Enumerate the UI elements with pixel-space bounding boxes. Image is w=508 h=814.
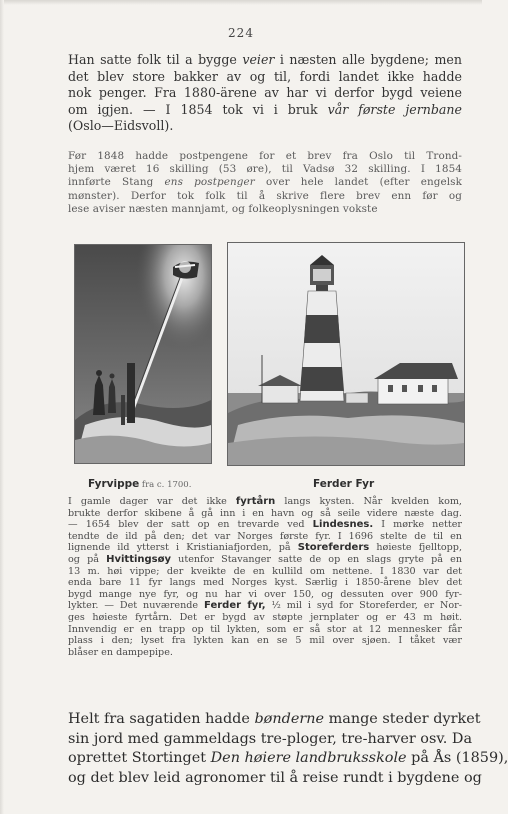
text-line	[68, 577, 462, 589]
line-text: Innvendig er en trapp op til lykten, som er så stor at 12 mennesker får	[68, 623, 462, 635]
text-line	[68, 769, 482, 789]
text-line	[68, 647, 462, 659]
text-line	[68, 531, 462, 543]
text-line	[68, 542, 462, 554]
line-text: langs kysten. Når kvelden kom,	[275, 496, 462, 507]
bold-term: fyrtårn	[235, 496, 276, 507]
text-line	[68, 69, 462, 86]
text-line	[68, 612, 462, 624]
page-edge-shadow-left	[0, 0, 4, 814]
text-line	[68, 85, 462, 102]
line-text: tendte de ild på den; det var Norges første fyr. I 1696 stelte de til en	[68, 530, 462, 542]
text-line	[68, 519, 462, 531]
line-text: mange steder dyrket	[324, 711, 481, 727]
line-text: oprettet Stortinget	[68, 750, 211, 767]
line-text: nok penger. Fra 1880-ärene av har vi derfor bygd veiene	[68, 85, 462, 101]
emphasis-text: bønderne	[254, 711, 325, 727]
caption-ferder-fyr: Ferder Fyr	[313, 478, 375, 490]
bold-term: Lindesnes.	[312, 519, 374, 531]
line-text: brukte derfor skibene å gå inn i en havn og så seile videre næste dag.	[68, 507, 462, 519]
line-text: og på	[68, 553, 107, 565]
line-text: lignende ild ytterst i Kristianiafjorden, på	[68, 542, 298, 554]
page-number: 224	[228, 26, 254, 40]
line-text: bygd mange nye fyr, og nu har vi over 150, og dessuten over 900 fyr-	[68, 588, 462, 600]
text-line	[68, 730, 473, 750]
line-text: lese aviser næsten mannjamt, og folkeoplysningen vokste	[68, 202, 378, 215]
line-text: ges høieste fyrtårn. Det er bygd av støpte jernplater og er 43 m høit.	[68, 611, 462, 623]
line-text: (Oslo—Eidsvoll).	[68, 118, 174, 134]
bold-term: Ferder fyr,	[204, 600, 266, 612]
text-line	[68, 118, 462, 135]
line-text: Før 1848 hadde postpengene for et brev fra Oslo til Trond-	[68, 150, 462, 162]
paragraph-postage	[68, 150, 462, 216]
emphasis-text: Den høiere landbruksskole	[210, 750, 407, 767]
text-line	[68, 635, 462, 647]
photo-ferder-lighthouse	[227, 242, 465, 466]
line-text: sin jord med gammeldags tre-ploger, tre-harver osv. Da	[68, 730, 473, 747]
line-text: høieste fjelltopp,	[369, 542, 462, 554]
line-text: Han satte folk til a bygge	[68, 52, 243, 67]
text-line	[68, 52, 462, 69]
caption-fyrvippe: Fyrvippe fra c. 1700.	[88, 478, 192, 490]
line-text: innførte Stang	[68, 176, 165, 189]
text-line	[68, 176, 462, 189]
line-text: utenfor Stavanger satte de op en slags gryte på en	[171, 553, 462, 565]
page-edge-shadow	[0, 0, 482, 5]
line-text: — 1654 blev der satt op en trevarde ved	[68, 519, 313, 531]
line-text: 13 m. høi vippe; der kveikte de en kullild om nettene. I 1830 var det	[68, 565, 462, 577]
emphasis-text: vår første jernbane	[327, 101, 462, 117]
emphasis-text: veier	[242, 52, 275, 67]
paragraph-farmers	[68, 710, 508, 788]
bold-term: Hvittingsøy	[106, 553, 172, 565]
text-line	[68, 710, 481, 730]
text-line	[68, 508, 462, 520]
line-text: om igjen. — I 1854 tok vi i bruk	[68, 101, 328, 117]
text-line	[68, 190, 462, 203]
text-line	[68, 496, 462, 508]
emphasis-text: ens postpenger	[164, 176, 255, 189]
line-text: i næsten alle bygdene; men	[274, 52, 462, 67]
photo-lighthouse-lever	[74, 244, 212, 464]
bold-term: Storeferders	[297, 542, 370, 554]
text-line	[68, 600, 462, 612]
line-text: I mørke netter	[373, 519, 462, 531]
line-text: hjem været 16 skilling (53 øre), til Vadsø 32 skilling. I 1854	[68, 163, 462, 176]
line-text: på Ås (1859),	[406, 750, 508, 767]
text-line	[68, 624, 462, 636]
line-text: I gamle dager var det ikke	[68, 496, 236, 507]
line-text: plass i den; lyset fra lykten kan en se 5 mil over sjøen. I tåket vær	[68, 635, 462, 647]
text-line	[68, 203, 462, 216]
line-text: Helt fra sagatiden hadde	[68, 711, 255, 727]
text-line	[68, 554, 462, 566]
paragraph-lighthouse-history	[68, 496, 462, 658]
text-line	[68, 566, 462, 578]
line-text: mønster). Derfor tok folk til å skrive flere brev enn før og	[68, 189, 462, 202]
line-text: det blev store bakker av og til, fordi landet ikke hadde	[68, 68, 462, 84]
line-text: lykter. — Det nuværende	[68, 600, 205, 612]
line-text: enda bare 11 fyr langs med Norges kyst. Særlig i 1850-årene blev det	[68, 577, 462, 589]
text-line	[68, 150, 462, 163]
paragraph-roads-railway	[68, 52, 462, 135]
text-line	[68, 749, 508, 769]
line-text: ½ mil i syd for Storeferder, er Nor-	[265, 600, 462, 612]
line-text: og det blev leid agronomer til å reise rundt i bygdene og	[68, 769, 482, 786]
text-line	[68, 163, 462, 176]
line-text: over hele landet (efter engelsk	[254, 176, 462, 189]
line-text: blåser en dampepipe.	[68, 646, 173, 658]
text-line	[68, 102, 462, 119]
text-line	[68, 589, 462, 601]
